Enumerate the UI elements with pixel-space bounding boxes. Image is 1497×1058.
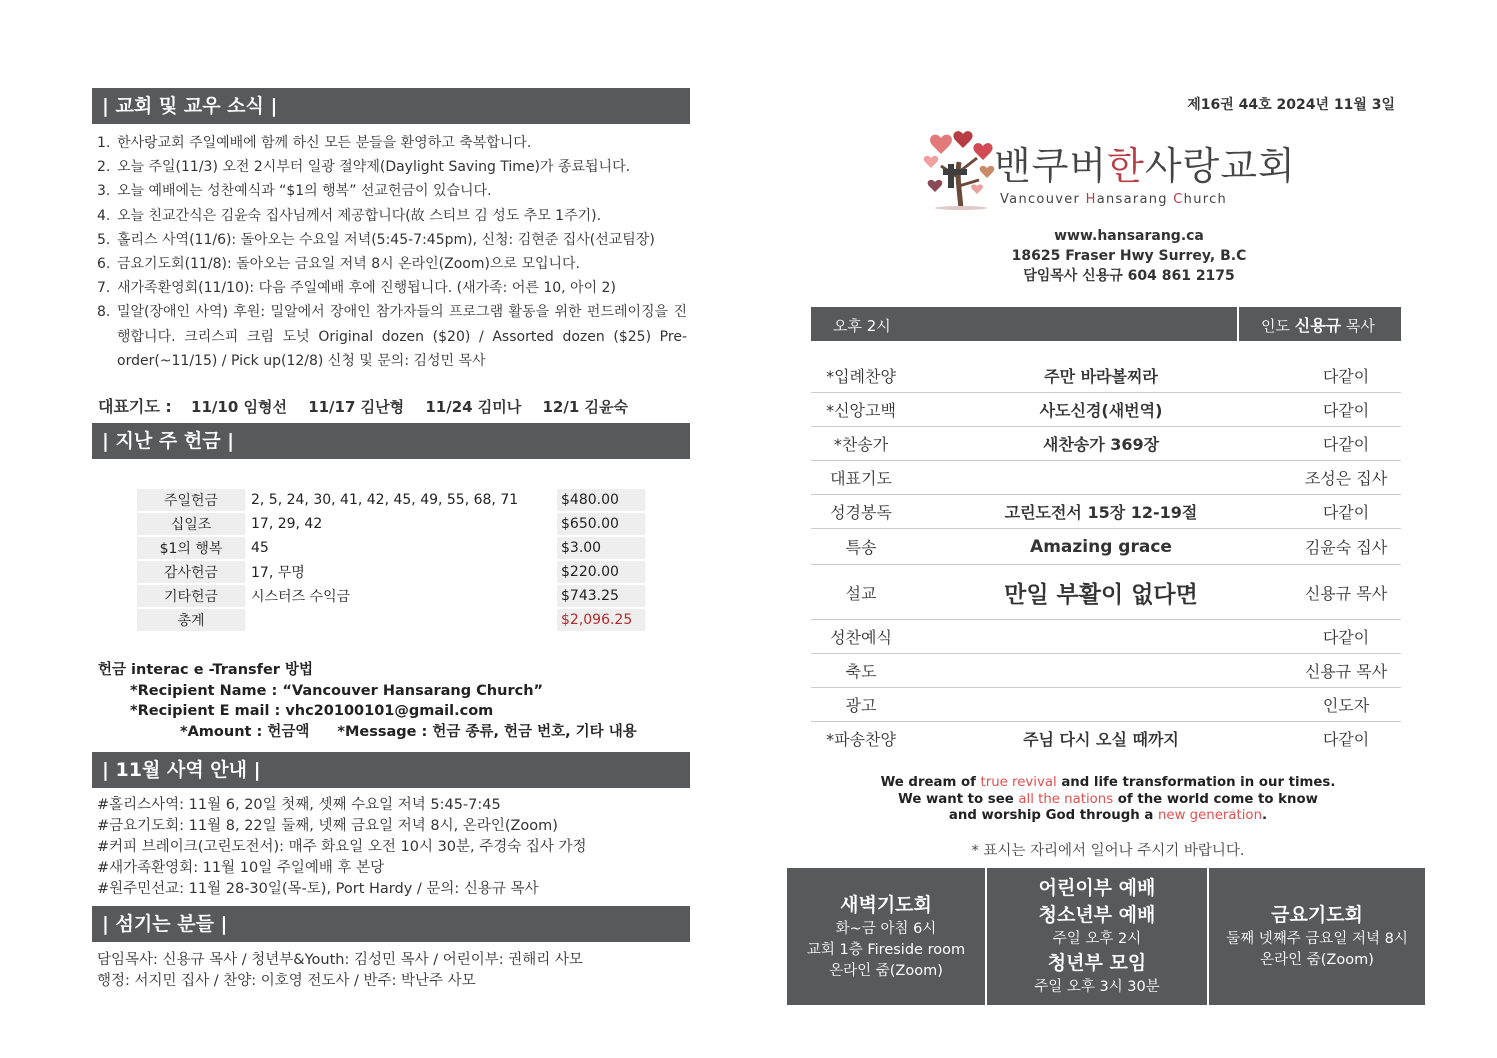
- order-element: 대표기도: [830, 469, 892, 488]
- order-person: 다같이: [1322, 503, 1370, 522]
- worship-time: 오후 2시: [833, 317, 891, 335]
- list-item: [97, 204, 687, 228]
- offering-amount: $3.00: [557, 537, 645, 559]
- order-row: [811, 427, 1401, 461]
- leader-prefix: 인도: [1261, 317, 1290, 335]
- item-text: 홀리스 사역(11/6): 돌아오는 수요일 저녁(5:45-7:45pm), 신청: 김현준 집사(선교팀장): [117, 231, 655, 248]
- order-person: 인도자: [1322, 696, 1370, 715]
- etransfer-amount-message: [98, 722, 637, 743]
- offering-names: 45: [247, 537, 555, 559]
- issue-date: 제16권 44호 2024년 11월 3일: [1187, 97, 1395, 113]
- etransfer-recipient-email: *Recipient E mail : vhc20100101@gmail.com: [130, 703, 494, 719]
- leader-name: 신용규: [1294, 316, 1342, 335]
- vision-text: .: [1262, 808, 1268, 823]
- church-name-part: Vancouver: [1000, 192, 1086, 207]
- offering-type: 총계: [137, 609, 245, 631]
- vision-line: [880, 775, 1336, 792]
- etransfer-message: *Message : 헌금 종류, 헌금 번호, 기타 내용: [337, 723, 637, 740]
- meeting-youth-services: [987, 868, 1209, 1005]
- order-detail: 고린도전서 15장 12-19절: [1004, 503, 1198, 522]
- heart-tree-icon: [924, 131, 995, 210]
- meeting-detail: 화~금 아침 6시: [835, 920, 937, 937]
- table-row: [137, 489, 645, 511]
- vision-text: We want to see: [898, 791, 1019, 807]
- offering-type: 감사헌금: [137, 561, 245, 583]
- meeting-title: 금요기도회: [1271, 904, 1363, 926]
- website-link[interactable]: www.hansarang.ca: [1054, 228, 1204, 244]
- list-item: #금요기도회: 11월 8, 22일 둘째, 넷째 금요일 저녁 8시, 온라인(Zoom): [97, 818, 558, 834]
- list-item: [97, 228, 687, 252]
- order-person: 다같이: [1322, 730, 1370, 749]
- news-list: [97, 131, 687, 373]
- table-row: [137, 561, 645, 583]
- servants-line: 담임목사: 신용규 목사 / 청년부&Youth: 김성민 목사 / 어린이부: 권해리 사모: [97, 952, 583, 968]
- list-item: [97, 179, 687, 203]
- item-number: 1.: [97, 135, 111, 151]
- vision-text: and worship God through a: [948, 808, 1158, 823]
- offering-names: [247, 609, 555, 631]
- order-row: [811, 529, 1401, 565]
- meeting-friday-prayer: [1209, 868, 1425, 1005]
- meeting-detail: 주일 오후 3시 30분: [1034, 979, 1160, 995]
- table-row: [137, 609, 645, 631]
- order-person: 다같이: [1322, 367, 1370, 386]
- section-title-news: | 교회 및 교우 소식 |: [92, 88, 690, 124]
- list-item: [97, 252, 687, 276]
- etransfer-recipient-name: *Recipient Name : “Vancouver Hansarang Church”: [130, 682, 544, 699]
- item-number: 2.: [97, 159, 111, 176]
- church-name-accent: C: [1173, 192, 1184, 207]
- vision-line: [880, 808, 1336, 825]
- item-text: 새가족환영회(11/10): 다음 주일예배 후에 진행됩니다. (새가족: 어른 10, 아이 2): [117, 280, 616, 297]
- order-row: [811, 722, 1401, 755]
- sermon-title: 만일 부활이 없다면: [1004, 581, 1198, 608]
- meeting-detail: 주일 오후 2시: [1052, 931, 1142, 947]
- item-text: 금요기도회(11/8): 돌아오는 금요일 저녁 8시 온라인(Zoom)으로 모입니다.: [117, 256, 580, 273]
- list-item: [97, 131, 687, 155]
- order-person: 김윤숙 집사: [1304, 538, 1388, 557]
- offering-amount: $480.00: [557, 489, 645, 511]
- order-element: 축도: [845, 662, 877, 681]
- order-person: 신용규 목사: [1304, 662, 1388, 681]
- order-row: [811, 654, 1401, 688]
- list-item: [97, 155, 687, 179]
- order-row: [811, 393, 1401, 427]
- order-row: [811, 461, 1401, 495]
- prayer-entry: 11/17 김난형: [308, 398, 405, 416]
- vision-statement: [880, 775, 1336, 825]
- order-person: 다같이: [1322, 401, 1370, 420]
- item-text: 한사랑교회 주일예배에 함께 하신 모든 분들을 환영하고 축복합니다.: [117, 135, 532, 151]
- item-number: 6.: [97, 256, 111, 273]
- list-item: #원주민선교: 11월 28-30일(목-토), Port Hardy / 문의: 신용규 목사: [97, 881, 539, 897]
- item-number: 8.: [97, 304, 111, 321]
- list-item: [97, 300, 687, 373]
- offering-amount: $220.00: [557, 561, 645, 583]
- prayer-entry: 12/1 김윤숙: [542, 398, 628, 416]
- order-element: 설교: [845, 583, 877, 603]
- offering-type: $1의 행복: [137, 537, 245, 559]
- church-name-english: [1000, 192, 1227, 207]
- etransfer-title: 헌금 interac e -Transfer 방법: [98, 662, 314, 678]
- order-detail: 주님 다시 오실 때까지: [1023, 730, 1179, 749]
- item-number: 7.: [97, 280, 111, 297]
- order-element: 광고: [845, 696, 877, 715]
- church-name-part: 밴쿠버: [994, 144, 1108, 188]
- order-row: [811, 359, 1401, 393]
- order-element: *파송찬양: [826, 730, 896, 749]
- leader-suffix: 목사: [1345, 317, 1375, 335]
- order-person: 신용규 목사: [1304, 583, 1388, 603]
- order-person: 조성은 집사: [1304, 469, 1388, 488]
- offering-names: 17, 29, 42: [247, 513, 555, 535]
- list-item: #홀리스사역: 11월 6, 20일 첫째, 셋째 수요일 저녁 5:45-7:45: [97, 797, 501, 813]
- item-text: 오늘 친교간식은 김윤숙 집사님께서 제공합니다(故 스티브 김 성도 추모 1주기).: [117, 207, 602, 224]
- etransfer-amount: *Amount : 헌금액: [180, 723, 310, 740]
- meeting-title: 새벽기도회: [840, 893, 932, 916]
- prayer-label: 대표기도 :: [98, 397, 172, 416]
- church-name-korean: [994, 144, 1296, 188]
- meetings-panel: [787, 868, 1425, 1005]
- offering-type: 기타헌금: [137, 585, 245, 607]
- church-name-accent: 한: [1107, 144, 1145, 188]
- order-detail: 새찬송가 369장: [1042, 435, 1160, 454]
- section-title-november: | 11월 사역 안내 |: [92, 752, 690, 788]
- order-element: 성경봉독: [830, 503, 892, 522]
- table-row: [137, 585, 645, 607]
- item-number: 3.: [97, 183, 111, 200]
- meeting-detail: 둘째 넷째주 금요일 저녁 8시: [1226, 931, 1408, 947]
- order-row: [811, 688, 1401, 722]
- offering-names: 2, 5, 24, 30, 41, 42, 45, 49, 55, 68, 71: [247, 489, 555, 511]
- vision-highlight: new generation: [1157, 808, 1262, 823]
- item-number: 4.: [97, 207, 111, 224]
- address: 18625 Fraser Hwy Surrey, B.C: [1011, 248, 1247, 264]
- meeting-title: 청소년부 예배: [1038, 904, 1156, 926]
- item-text: 오늘 주일(11/3) 오전 2시부터 일광 절약제(Daylight Saving Time)가 종료됩니다.: [117, 159, 631, 176]
- offering-amount: $650.00: [557, 513, 645, 535]
- vision-line: [880, 792, 1336, 809]
- meeting-detail: 교회 1층 Fireside room: [806, 941, 966, 958]
- list-item: #새가족환영회: 11월 10일 주일예배 후 본당: [97, 860, 385, 876]
- november-schedule: [97, 795, 587, 900]
- church-name-accent: H: [1085, 192, 1097, 207]
- pastor-phone: 담임목사 신용규 604 861 2175: [1023, 268, 1235, 284]
- vision-text: We dream of: [880, 775, 981, 790]
- order-row: [811, 565, 1401, 620]
- offering-table: [135, 487, 647, 633]
- worship-header: [811, 307, 1401, 341]
- church-name-part: ansarang: [1096, 192, 1174, 207]
- order-detail: Amazing grace: [1030, 536, 1172, 557]
- order-element: *찬송가: [833, 435, 889, 454]
- church-name-part: hurch: [1183, 192, 1228, 207]
- prayer-entry: 11/24 김미나: [425, 398, 522, 416]
- offering-type: 주일헌금: [137, 489, 245, 511]
- section-title-offering: | 지난 주 헌금 |: [92, 423, 690, 459]
- vision-highlight: all the nations: [1018, 791, 1114, 807]
- table-row: [137, 537, 645, 559]
- church-name-part: 사랑교회: [1144, 144, 1296, 188]
- meeting-detail: 온라인 줌(Zoom): [1260, 952, 1374, 968]
- item-number: 5.: [97, 231, 111, 248]
- offering-names: 시스터즈 수익금: [247, 585, 555, 607]
- vision-text: and life transformation in our times.: [1056, 775, 1336, 790]
- meeting-dawn-prayer: [787, 868, 987, 1005]
- prayer-entry: 11/10 임형선: [191, 398, 287, 416]
- order-detail: 사도신경(새번역): [1039, 401, 1163, 420]
- offering-type: 십일조: [137, 513, 245, 535]
- table-row: [137, 513, 645, 535]
- order-element: *입례찬양: [826, 367, 896, 386]
- order-row: [811, 620, 1401, 654]
- meeting-title: 청년부 모임: [1047, 952, 1147, 974]
- divider: [1237, 307, 1239, 341]
- list-item: [97, 276, 687, 300]
- order-element: 특송: [845, 538, 877, 557]
- order-person: 다같이: [1322, 435, 1370, 454]
- meeting-detail: 온라인 줌(Zoom): [829, 962, 943, 979]
- offering-amount: $743.25: [557, 585, 645, 607]
- vision-highlight: true revival: [980, 775, 1057, 790]
- order-element: 성찬예식: [830, 628, 892, 647]
- list-item: #커피 브레이크(고린도전서): 매주 화요일 오전 10시 30분, 주경숙 집사 가정: [97, 839, 587, 855]
- order-person: 다같이: [1322, 628, 1370, 647]
- contact-info: [1000, 226, 1258, 286]
- etransfer-info: [98, 660, 637, 742]
- offering-names: 17, 무명: [247, 561, 555, 583]
- order-of-worship: [811, 359, 1401, 755]
- standing-note: * 표시는 자리에서 일어나 주시기 바랍니다.: [971, 843, 1245, 859]
- meeting-title: 어린이부 예배: [1038, 877, 1156, 899]
- servants-line: 행정: 서지민 집사 / 찬양: 이호영 전도사 / 반주: 박난주 사모: [97, 973, 476, 989]
- prayer-schedule: [98, 394, 644, 417]
- order-element: *신앙고백: [826, 401, 896, 420]
- worship-leader: [1261, 313, 1375, 336]
- item-text: 오늘 예배에는 성찬예식과 “$1의 행복” 선교헌금이 있습니다.: [117, 183, 492, 200]
- offering-total-amount: $2,096.25: [557, 609, 645, 631]
- vision-text: of the world come to know: [1113, 791, 1318, 807]
- servants-list: [97, 950, 583, 992]
- section-title-servants: | 섬기는 분들 |: [92, 906, 690, 942]
- order-row: [811, 495, 1401, 529]
- item-text: 밀알(장애인 사역) 후원: 밀알에서 장애인 참가자들의 프로그램 활동을 위한 펀드레이징을 진행합니다. 크리스피 크림 도넛 Original dozen ($20) / Assorted dozen ($25) Pre-order(~11/15) / Pick up(12/8) 신청 및 문의: 김성민 목사: [117, 304, 687, 369]
- order-detail: 주만 바라볼찌라: [1044, 367, 1158, 386]
